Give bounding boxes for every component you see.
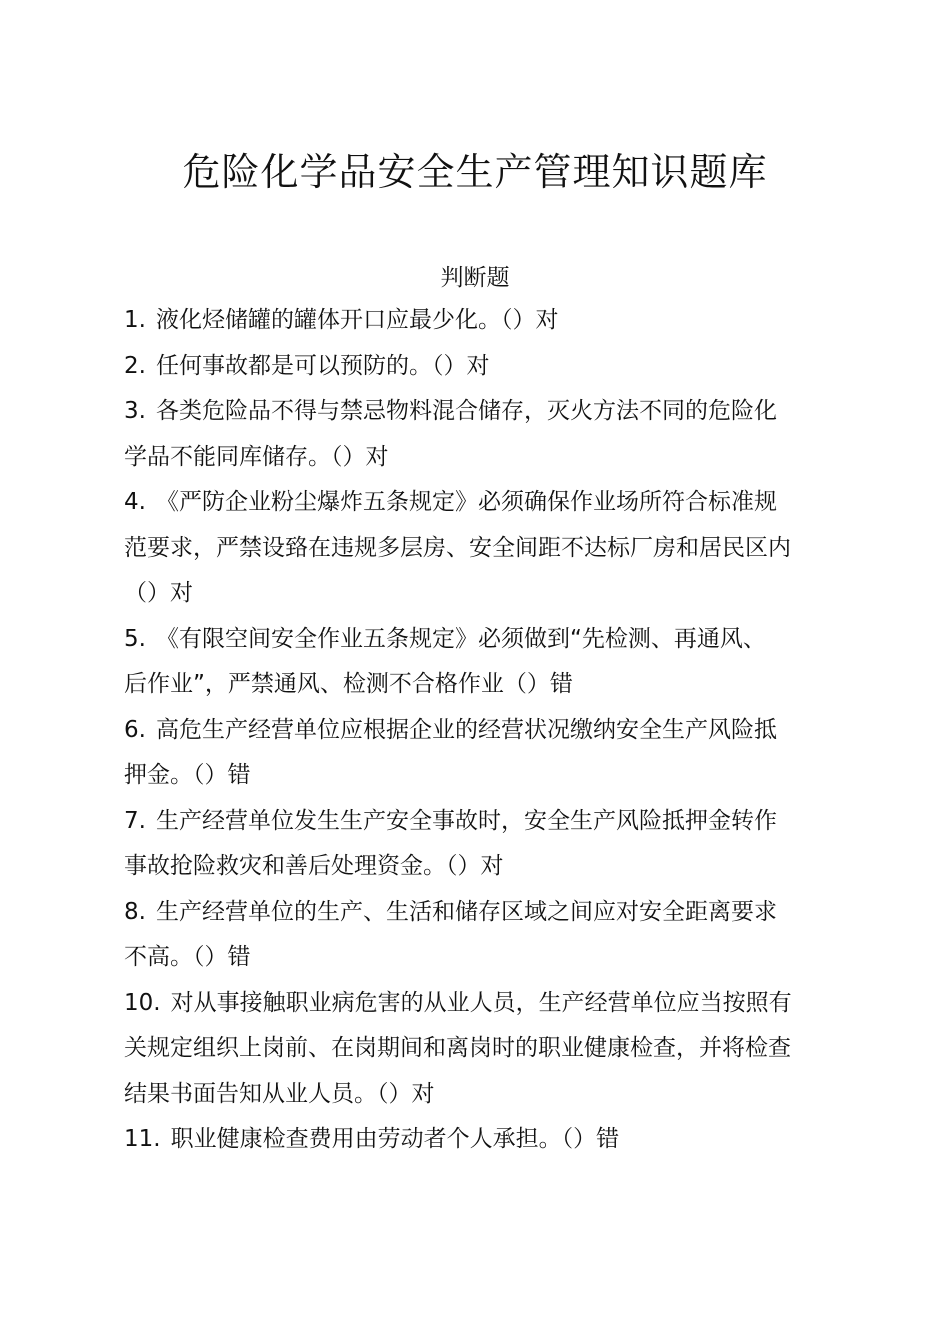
question-line bbox=[124, 981, 836, 1027]
question-number: 10. bbox=[124, 989, 161, 1016]
question-line: 不高。（）错 bbox=[124, 944, 251, 970]
question-line bbox=[124, 890, 836, 936]
question-number: 8. bbox=[124, 898, 146, 925]
question-number: 3. bbox=[124, 398, 146, 424]
question-line: 后作业”，严禁通风、检测不合格作业（）错 bbox=[124, 671, 573, 697]
question-number: 2. bbox=[124, 352, 146, 379]
question-item bbox=[124, 1117, 836, 1163]
question-line: 范要求，严禁设臵在违规多层房、安全间距不达标厂房和居民区内 bbox=[124, 534, 791, 561]
question-line bbox=[124, 480, 836, 526]
question-text: 生产经营单位发生生产安全事故时，安全生产风险抵押金转作 bbox=[155, 807, 777, 834]
question-number: 7. bbox=[124, 807, 146, 834]
question-line: 结果书面告知从业人员。（）对 bbox=[124, 1080, 435, 1107]
question-line: 事故抢险救灾和善后处理资金。（）对 bbox=[124, 853, 504, 879]
question-item bbox=[124, 617, 836, 708]
question-line bbox=[124, 344, 836, 390]
question-item bbox=[124, 708, 836, 799]
question-line bbox=[124, 1117, 836, 1163]
question-item bbox=[124, 799, 836, 890]
question-item bbox=[124, 389, 836, 480]
question-line bbox=[124, 799, 836, 845]
question-text: 《严防企业粉尘爆炸五条规定》必须确保作业场所符合标准规 bbox=[155, 489, 777, 515]
question-line: 押金。（）错 bbox=[124, 762, 251, 788]
question-line: 学品不能同库储存。（）对 bbox=[124, 443, 389, 470]
question-line bbox=[124, 617, 836, 663]
question-line: （）对 bbox=[124, 580, 193, 606]
question-text: 生产经营单位的生产、生活和储存区域之间应对安全距离要求 bbox=[155, 898, 777, 925]
question-number: 4. bbox=[124, 489, 146, 515]
question-item bbox=[124, 890, 836, 981]
section-heading: 判断题 bbox=[440, 265, 510, 291]
question-text: 《有限空间安全作业五条规定》必须做到“先检测、再通风、 bbox=[155, 625, 766, 652]
question-line: 关规定组织上岗前、在岗期间和离岗时的职业健康检查，并将检查 bbox=[124, 1035, 791, 1061]
question-text: 对从事接触职业病危害的从业人员，生产经营单位应当按照有 bbox=[170, 989, 792, 1016]
question-number: 1. bbox=[124, 307, 146, 333]
question-item bbox=[124, 981, 836, 1118]
question-item bbox=[124, 344, 836, 390]
question-text: 高危生产经营单位应根据企业的经营状况缴纳安全生产风险抵 bbox=[155, 716, 777, 743]
question-line bbox=[124, 708, 836, 754]
question-item bbox=[124, 480, 836, 617]
question-text: 各类危险品不得与禁忌物料混合储存，灭火方法不同的危险化 bbox=[155, 398, 777, 424]
question-line bbox=[124, 298, 836, 344]
question-number: 5. bbox=[124, 625, 146, 652]
document-title: 危险化学品安全生产管理知识题库 bbox=[182, 150, 768, 194]
question-text: 任何事故都是可以预防的。（）对 bbox=[155, 352, 490, 379]
question-list bbox=[124, 298, 836, 1163]
question-item bbox=[124, 298, 836, 344]
question-text: 液化烃储罐的罐体开口应最少化。（）对 bbox=[155, 307, 559, 333]
question-text: 职业健康检查费用由劳动者个人承担。（）错 bbox=[170, 1126, 620, 1152]
question-line bbox=[124, 389, 836, 435]
question-number: 11. bbox=[124, 1126, 161, 1152]
question-number: 6. bbox=[124, 716, 146, 743]
